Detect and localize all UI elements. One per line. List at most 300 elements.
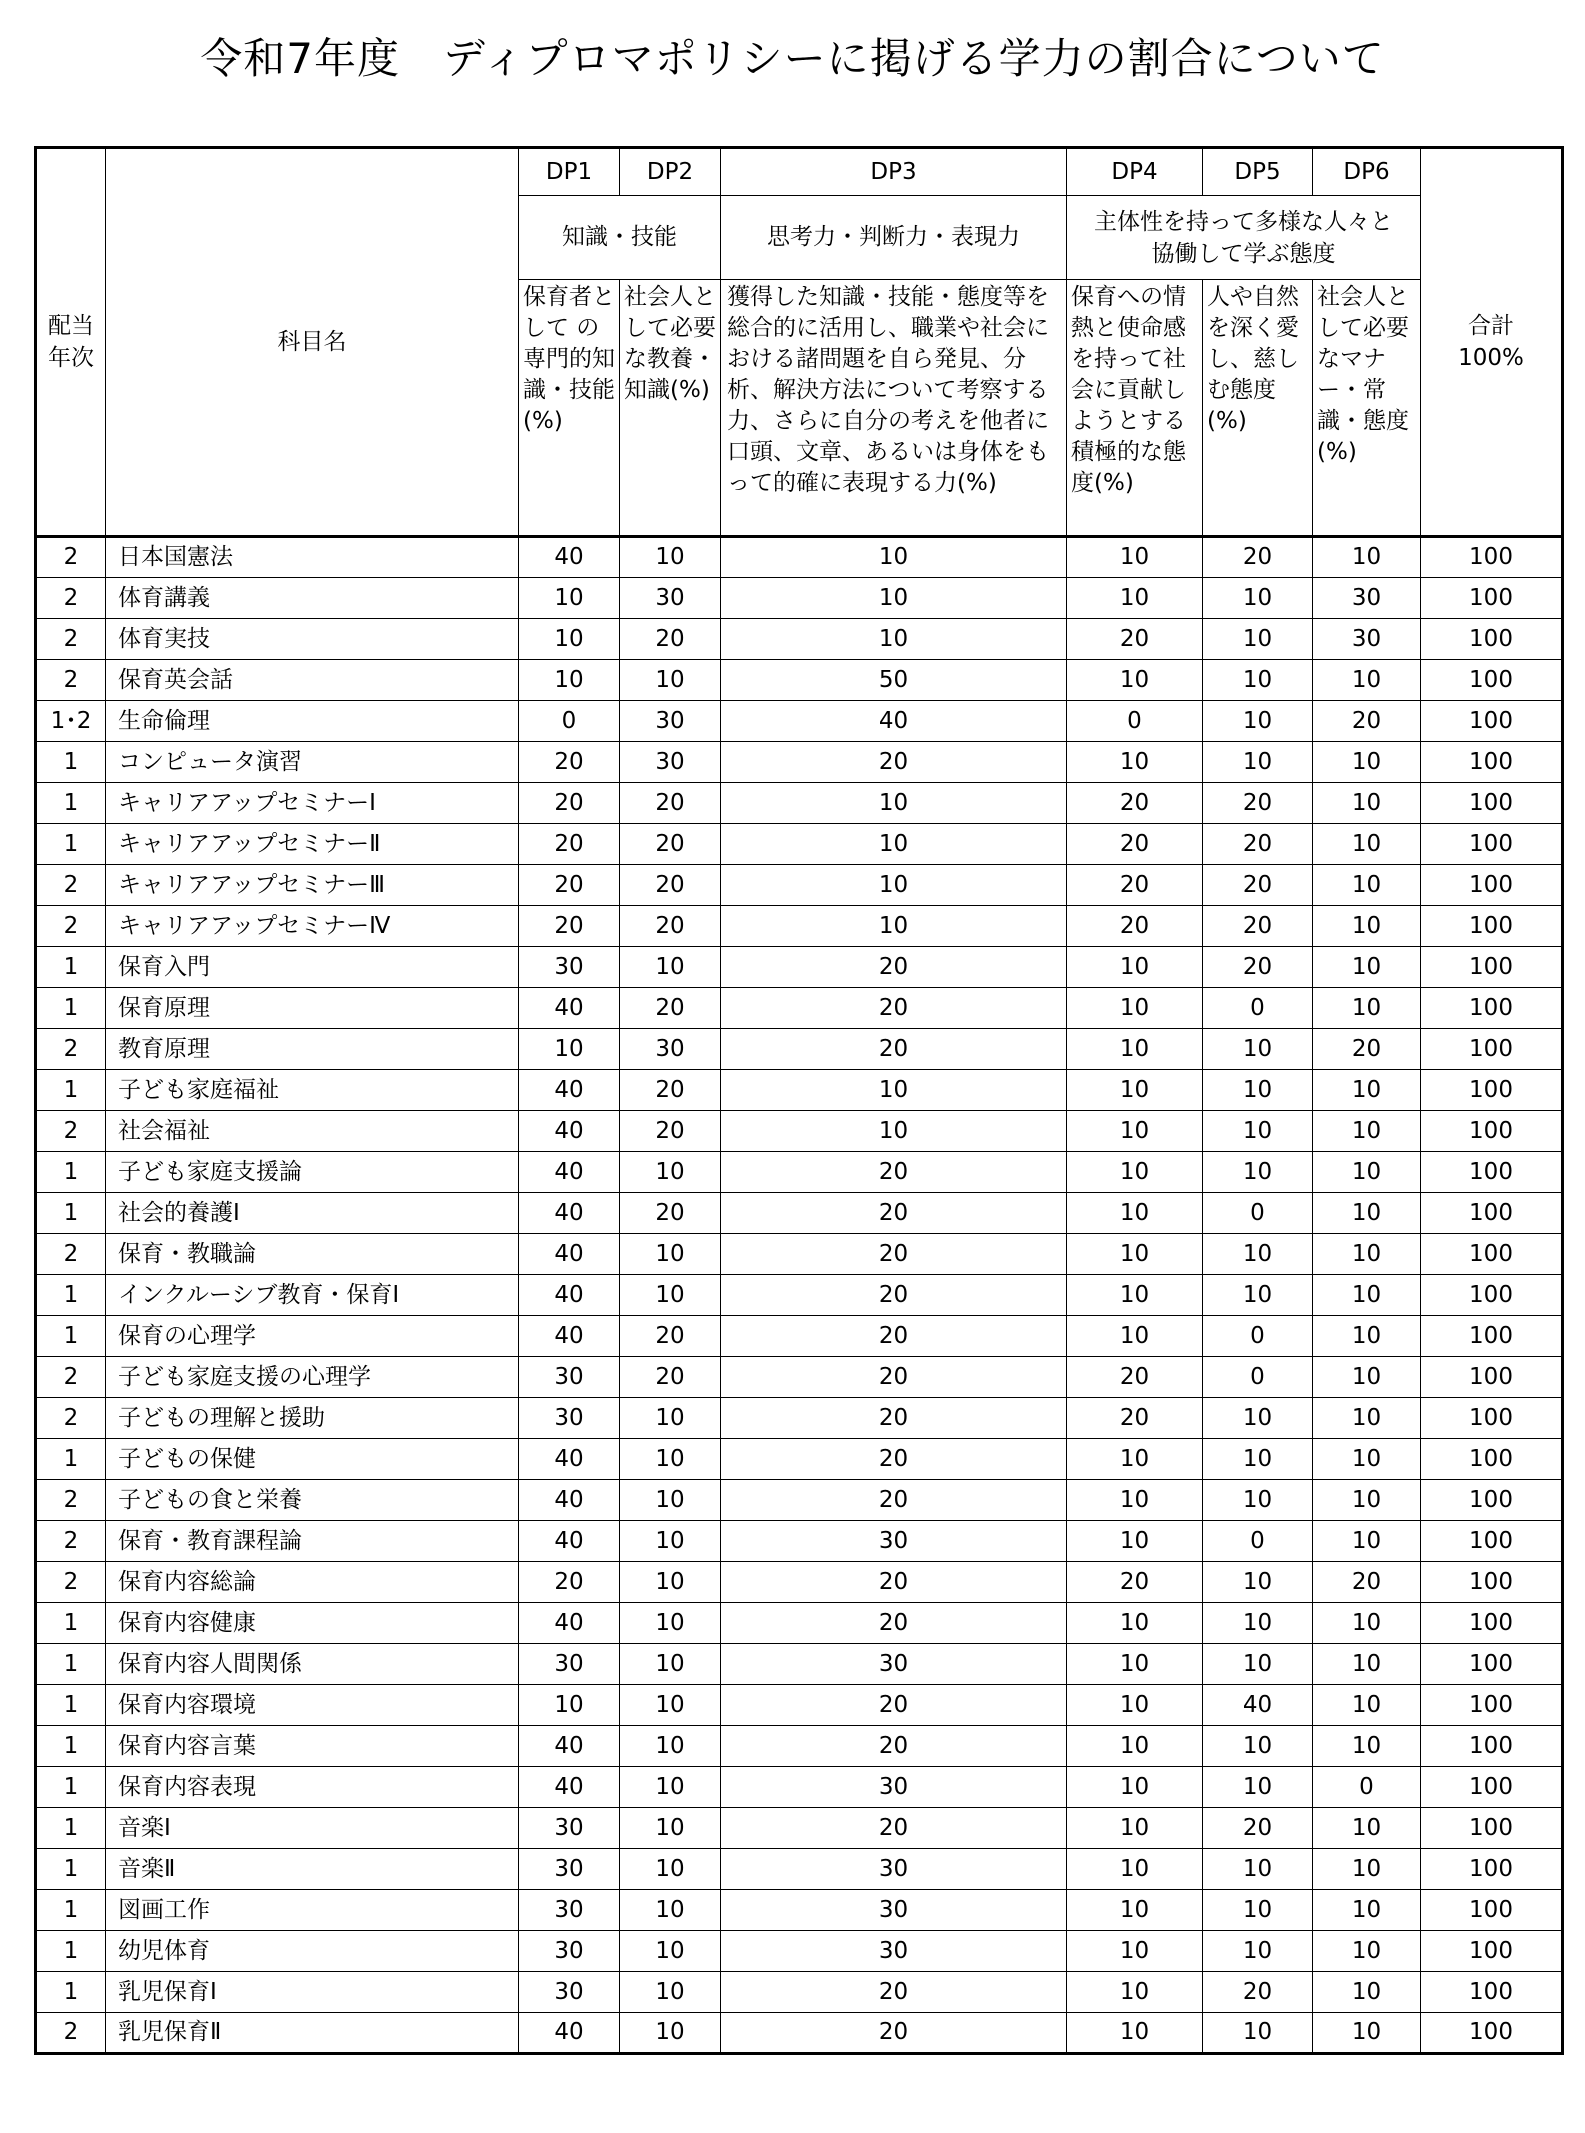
dp2-cell: 30 [620,742,721,783]
table-row [36,1644,1563,1685]
total-cell: 100 [1421,1685,1563,1726]
dp6-cell: 10 [1313,2013,1421,2054]
dp4-cell: 20 [1067,906,1203,947]
dp5-cell: 10 [1203,1726,1313,1767]
year-cell: 1 [36,742,106,783]
table-row [36,578,1563,619]
table-row [36,1070,1563,1111]
dp4-cell: 10 [1067,1275,1203,1316]
year-cell: 2 [36,578,106,619]
table-row [36,1521,1563,1562]
dp4-cell: 10 [1067,1931,1203,1972]
dp3-cell: 30 [721,1767,1067,1808]
dp1-cell: 40 [519,1316,620,1357]
dp6-cell: 10 [1313,1808,1421,1849]
dp6-cell: 10 [1313,1726,1421,1767]
year-cell: 1 [36,1808,106,1849]
dp3-cell: 20 [721,1726,1067,1767]
table-row [36,1603,1563,1644]
dp5-cell: 10 [1203,1029,1313,1070]
total-header-label: 合計 100% [1458,313,1524,371]
table-row [36,824,1563,865]
dp4-cell: 20 [1067,1357,1203,1398]
dp6-cell: 10 [1313,1521,1421,1562]
dp4-cell: 10 [1067,988,1203,1029]
year-cell: 1･2 [36,701,106,742]
dp6-cell: 10 [1313,1480,1421,1521]
year-cell: 1 [36,1849,106,1890]
dp5-cell: 10 [1203,1234,1313,1275]
dp6-cell: 20 [1313,1562,1421,1603]
dp4-cell: 10 [1067,1890,1203,1931]
dp2-cell: 10 [620,1644,721,1685]
year-cell: 2 [36,865,106,906]
table-row [36,1685,1563,1726]
dp-ratio-table [34,146,1564,2055]
subject-cell: 保育・教職論 [106,1234,519,1275]
dp3-cell: 30 [721,1521,1067,1562]
dp5-cell: 20 [1203,783,1313,824]
dp2-cell: 20 [620,1193,721,1234]
dp5-header: DP5 [1203,148,1313,196]
dp1-cell: 30 [519,1972,620,2013]
dp6-cell: 10 [1313,865,1421,906]
subject-cell: キャリアアップセミナーⅠ [106,783,519,824]
dp6-cell: 10 [1313,1644,1421,1685]
subject-cell: 保育内容言葉 [106,1726,519,1767]
dp5-cell: 20 [1203,537,1313,578]
total-cell: 100 [1421,2013,1563,2054]
dp2-cell: 10 [620,537,721,578]
dp2-description: 社会人として必要な教養・知識(%) [620,280,721,537]
year-cell: 1 [36,1439,106,1480]
dp1-cell: 30 [519,1644,620,1685]
dp4-cell: 10 [1067,2013,1203,2054]
dp2-cell: 10 [620,1890,721,1931]
year-cell: 1 [36,1152,106,1193]
year-cell: 1 [36,1726,106,1767]
dp3-cell: 20 [721,947,1067,988]
year-cell: 1 [36,1931,106,1972]
dp3-cell: 20 [721,1193,1067,1234]
dp1-cell: 30 [519,1849,620,1890]
dp5-cell: 10 [1203,1644,1313,1685]
dp6-cell: 10 [1313,988,1421,1029]
table-row [36,1480,1563,1521]
dp1-cell: 30 [519,1890,620,1931]
dp5-cell: 10 [1203,1767,1313,1808]
dp3-cell: 20 [721,2013,1067,2054]
table-row [36,947,1563,988]
dp5-cell: 20 [1203,1808,1313,1849]
dp5-cell: 0 [1203,1316,1313,1357]
dp3-cell: 20 [721,1234,1067,1275]
subject-cell: 保育入門 [106,947,519,988]
dp4-cell: 10 [1067,660,1203,701]
year-cell: 2 [36,1111,106,1152]
total-cell: 100 [1421,1972,1563,2013]
dp3-cell: 10 [721,1070,1067,1111]
dp1-cell: 40 [519,537,620,578]
dp3-cell: 10 [721,824,1067,865]
dp2-cell: 10 [620,1480,721,1521]
dp2-cell: 30 [620,701,721,742]
dp3-cell: 10 [721,783,1067,824]
dp4-cell: 10 [1067,1480,1203,1521]
dp4-cell: 10 [1067,1849,1203,1890]
dp2-cell: 10 [620,1808,721,1849]
dp2-cell: 20 [620,1111,721,1152]
dp4-header: DP4 [1067,148,1203,196]
year-cell: 2 [36,1029,106,1070]
dp2-cell: 10 [620,947,721,988]
dp3-cell: 20 [721,742,1067,783]
subject-cell: コンピュータ演習 [106,742,519,783]
year-cell: 1 [36,947,106,988]
dp6-cell: 10 [1313,1234,1421,1275]
dp1-cell: 40 [519,1275,620,1316]
dp5-cell: 10 [1203,1398,1313,1439]
dp4-cell: 20 [1067,1398,1203,1439]
year-cell: 2 [36,1398,106,1439]
dp3-cell: 20 [721,1398,1067,1439]
dp2-cell: 10 [620,1972,721,2013]
dp2-cell: 10 [620,1603,721,1644]
dp3-cell: 20 [721,1357,1067,1398]
subject-cell: 日本国憲法 [106,537,519,578]
total-cell: 100 [1421,1767,1563,1808]
total-cell: 100 [1421,1152,1563,1193]
dp5-cell: 0 [1203,1357,1313,1398]
dp5-cell: 10 [1203,1480,1313,1521]
year-cell: 1 [36,1603,106,1644]
dp2-cell: 20 [620,1316,721,1357]
dp2-header: DP2 [620,148,721,196]
dp2-cell: 10 [620,1726,721,1767]
dp3-header: DP3 [721,148,1067,196]
dp4-cell: 20 [1067,824,1203,865]
dp2-cell: 10 [620,1562,721,1603]
total-cell: 100 [1421,1603,1563,1644]
year-cell: 2 [36,619,106,660]
subject-cell: 保育内容環境 [106,1685,519,1726]
dp5-cell: 10 [1203,578,1313,619]
subject-cell: 図画工作 [106,1890,519,1931]
total-cell: 100 [1421,1849,1563,1890]
dp4-cell: 10 [1067,1767,1203,1808]
dp3-cell: 10 [721,537,1067,578]
dp6-cell: 10 [1313,742,1421,783]
dp6-cell: 10 [1313,1931,1421,1972]
dp3-cell: 20 [721,1685,1067,1726]
dp6-cell: 10 [1313,660,1421,701]
dp1-cell: 10 [519,660,620,701]
total-cell: 100 [1421,1931,1563,1972]
subject-cell: 社会的養護Ⅰ [106,1193,519,1234]
dp6-cell: 10 [1313,906,1421,947]
year-cell: 1 [36,1685,106,1726]
subject-cell: 保育英会話 [106,660,519,701]
dp3-cell: 10 [721,906,1067,947]
dp1-cell: 20 [519,783,620,824]
dp6-cell: 10 [1313,1398,1421,1439]
dp3-cell: 20 [721,988,1067,1029]
dp5-cell: 40 [1203,1685,1313,1726]
total-cell: 100 [1421,619,1563,660]
dp4-cell: 10 [1067,1521,1203,1562]
table-row [36,783,1563,824]
dp2-cell: 20 [620,988,721,1029]
dp6-cell: 10 [1313,1275,1421,1316]
dp4-cell: 10 [1067,1603,1203,1644]
dp1-cell: 20 [519,1562,620,1603]
dp5-cell: 10 [1203,1603,1313,1644]
dp1-cell: 40 [519,1193,620,1234]
total-cell: 100 [1421,783,1563,824]
subject-cell: 体育講義 [106,578,519,619]
dp3-description: 獲得した知識・技能・態度等を総合的に活用し、職業や社会における諸問題を自ら発見、分析、解決方法について考察する力、さらに自分の考えを他者に口頭、文章、あるいは身体をもって的確に表現する力(%) [721,280,1067,537]
dp3-cell: 10 [721,1111,1067,1152]
subject-cell: 保育の心理学 [106,1316,519,1357]
dp2-cell: 10 [620,1931,721,1972]
year-cell: 1 [36,1972,106,2013]
dp1-cell: 10 [519,578,620,619]
dp6-description: 社会人として必要なマナー・常識・態度(%) [1313,280,1421,537]
dp4-cell: 10 [1067,1726,1203,1767]
table-row [36,701,1563,742]
dp3-cell: 30 [721,1890,1067,1931]
dp2-cell: 30 [620,578,721,619]
dp6-cell: 20 [1313,701,1421,742]
total-cell: 100 [1421,742,1563,783]
dp1-cell: 20 [519,824,620,865]
table-row [36,1234,1563,1275]
total-cell: 100 [1421,1316,1563,1357]
dp6-cell: 10 [1313,1972,1421,2013]
table-row [36,1111,1563,1152]
dp1-cell: 40 [519,1439,620,1480]
dp4-cell: 10 [1067,742,1203,783]
total-cell: 100 [1421,1111,1563,1152]
dp6-cell: 10 [1313,824,1421,865]
year-cell: 1 [36,988,106,1029]
table-body [36,537,1563,2054]
dp3-cell: 30 [721,1931,1067,1972]
total-cell: 100 [1421,1562,1563,1603]
dp1-cell: 10 [519,619,620,660]
dp5-cell: 10 [1203,1111,1313,1152]
dp5-cell: 10 [1203,1275,1313,1316]
dp2-cell: 10 [620,1767,721,1808]
year-cell: 1 [36,783,106,824]
dp6-cell: 0 [1313,1767,1421,1808]
dp5-cell: 0 [1203,988,1313,1029]
table-row [36,537,1563,578]
subject-cell: 保育内容人間関係 [106,1644,519,1685]
dp1-cell: 40 [519,1152,620,1193]
table-row [36,660,1563,701]
dp1-cell: 30 [519,1808,620,1849]
dp4-cell: 10 [1067,1070,1203,1111]
table-header [36,148,1563,537]
total-cell: 100 [1421,824,1563,865]
total-cell: 100 [1421,537,1563,578]
subject-cell: 子どもの保健 [106,1439,519,1480]
dp5-cell: 0 [1203,1193,1313,1234]
dp5-cell: 20 [1203,865,1313,906]
year-cell: 1 [36,1890,106,1931]
total-cell: 100 [1421,1357,1563,1398]
dp4-cell: 10 [1067,947,1203,988]
dp6-cell: 10 [1313,1193,1421,1234]
dp5-cell: 10 [1203,1152,1313,1193]
dp3-cell: 10 [721,578,1067,619]
dp3-cell: 50 [721,660,1067,701]
dp1-cell: 40 [519,1521,620,1562]
subject-cell: 音楽Ⅱ [106,1849,519,1890]
year-cell: 1 [36,1070,106,1111]
group-collaborative-attitude [1067,196,1421,280]
dp1-cell: 40 [519,1726,620,1767]
group-collaborative-attitude-label: 主体性を持って多様な人々と 協働して学ぶ態度 [1094,208,1393,267]
year-cell: 1 [36,1275,106,1316]
dp4-cell: 10 [1067,1685,1203,1726]
dp4-cell: 10 [1067,1644,1203,1685]
dp2-cell: 20 [620,1070,721,1111]
dp2-cell: 10 [620,1275,721,1316]
total-cell: 100 [1421,1439,1563,1480]
dp1-cell: 20 [519,742,620,783]
dp5-cell: 0 [1203,1521,1313,1562]
dp5-cell: 10 [1203,1562,1313,1603]
total-cell: 100 [1421,1808,1563,1849]
dp5-cell: 10 [1203,2013,1313,2054]
dp6-cell: 10 [1313,1070,1421,1111]
dp2-cell: 10 [620,1439,721,1480]
dp2-cell: 10 [620,1152,721,1193]
subject-cell: インクルーシブ教育・保育Ⅰ [106,1275,519,1316]
table-row [36,1398,1563,1439]
page-title: 令和7年度 ディプロマポリシーに掲げる学力の割合について [200,34,1385,83]
dp5-cell: 10 [1203,1931,1313,1972]
year-cell: 2 [36,2013,106,2054]
year-cell: 2 [36,1480,106,1521]
dp2-cell: 10 [620,1849,721,1890]
dp6-cell: 10 [1313,783,1421,824]
dp5-cell: 10 [1203,619,1313,660]
year-cell: 2 [36,1357,106,1398]
subject-cell: 子どもの食と栄養 [106,1480,519,1521]
dp3-cell: 20 [721,1029,1067,1070]
table-row [36,742,1563,783]
dp4-cell: 20 [1067,619,1203,660]
dp2-cell: 10 [620,1234,721,1275]
total-cell: 100 [1421,1890,1563,1931]
dp6-cell: 10 [1313,947,1421,988]
dp3-cell: 20 [721,1275,1067,1316]
subject-cell: 保育内容総論 [106,1562,519,1603]
total-cell: 100 [1421,660,1563,701]
table-row [36,1726,1563,1767]
total-cell: 100 [1421,1029,1563,1070]
table-row [36,1767,1563,1808]
dp3-cell: 30 [721,1849,1067,1890]
dp5-cell: 10 [1203,1849,1313,1890]
subject-cell: 子ども家庭福祉 [106,1070,519,1111]
dp5-cell: 20 [1203,947,1313,988]
dp3-cell: 20 [721,1603,1067,1644]
dp2-cell: 20 [620,865,721,906]
year-cell: 1 [36,1767,106,1808]
table-row [36,1193,1563,1234]
dp4-cell: 10 [1067,1029,1203,1070]
total-cell: 100 [1421,1480,1563,1521]
table-row [36,1808,1563,1849]
dp5-cell: 10 [1203,660,1313,701]
table-row [36,1316,1563,1357]
dp6-cell: 30 [1313,578,1421,619]
subject-cell: 幼児体育 [106,1931,519,1972]
dp1-cell: 40 [519,988,620,1029]
dp2-cell: 20 [620,619,721,660]
total-cell: 100 [1421,1234,1563,1275]
dp2-cell: 20 [620,1357,721,1398]
dp5-cell: 10 [1203,701,1313,742]
subject-cell: 保育内容表現 [106,1767,519,1808]
dp1-cell: 40 [519,1111,620,1152]
dp6-header: DP6 [1313,148,1421,196]
dp3-cell: 20 [721,1808,1067,1849]
dp4-cell: 10 [1067,1234,1203,1275]
dp3-cell: 10 [721,865,1067,906]
dp1-cell: 20 [519,865,620,906]
dp3-cell: 20 [721,1152,1067,1193]
dp1-cell: 10 [519,1029,620,1070]
table-row [36,619,1563,660]
dp1-cell: 30 [519,1398,620,1439]
year-cell: 1 [36,1193,106,1234]
dp1-cell: 40 [519,1480,620,1521]
subject-cell: キャリアアップセミナーⅣ [106,906,519,947]
dp6-cell: 10 [1313,1316,1421,1357]
subject-cell: 音楽Ⅰ [106,1808,519,1849]
subject-cell: 子ども家庭支援の心理学 [106,1357,519,1398]
dp6-cell: 10 [1313,1685,1421,1726]
table-row [36,1562,1563,1603]
subject-header: 科目名 [106,148,519,537]
dp2-cell: 20 [620,906,721,947]
dp3-cell: 20 [721,1562,1067,1603]
year-cell: 2 [36,1234,106,1275]
table-row [36,1931,1563,1972]
subject-cell: 乳児保育Ⅱ [106,2013,519,2054]
table-row [36,1357,1563,1398]
dp4-cell: 20 [1067,1562,1203,1603]
table-row [36,1439,1563,1480]
dp2-cell: 30 [620,1029,721,1070]
dp2-cell: 10 [620,1521,721,1562]
dp6-cell: 10 [1313,537,1421,578]
dp5-cell: 10 [1203,1439,1313,1480]
dp6-cell: 30 [1313,619,1421,660]
dp4-cell: 10 [1067,1152,1203,1193]
dp2-cell: 10 [620,2013,721,2054]
table-row [36,1972,1563,2013]
dp2-cell: 10 [620,660,721,701]
year-cell: 2 [36,660,106,701]
dp1-description: 保育者として の専門的知識・技能(%) [519,280,620,537]
dp4-cell: 0 [1067,701,1203,742]
